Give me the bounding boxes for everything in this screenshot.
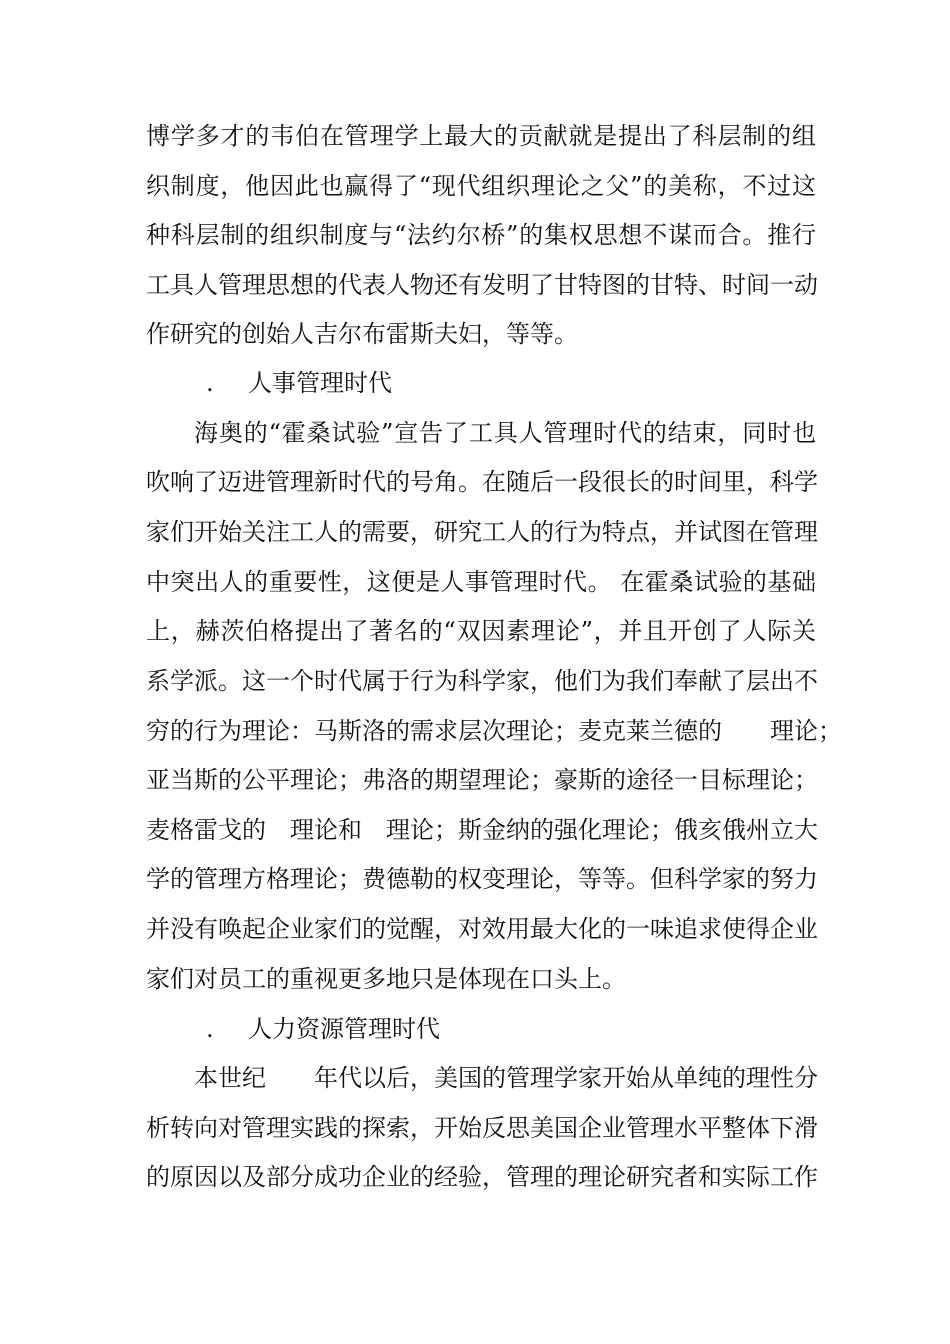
paragraph-line: 家们开始关注工人的需要，研究工人的行为特点，并试图在管理 — [146, 518, 818, 546]
paragraph-line: 中突出人的重要性，这便是人事管理时代。 在霍桑试验的基础 — [146, 568, 816, 596]
paragraph-line: 学的管理方格理论；费德勒的权变理论，等等。但科学家的努力 — [146, 865, 818, 893]
paragraph-line: 本世纪 年代以后，美国的管理学家开始从单纯的理性分 — [194, 1064, 818, 1092]
paragraph-line: 博学多才的韦伯在管理学上最大的贡献就是提出了科层制的组 — [146, 122, 816, 150]
paragraph-line: 吹响了迈进管理新时代的号角。在随后一段很长的时间里，科学 — [146, 468, 818, 496]
paragraph-line: 析转向对管理实践的探索，开始反思美国企业管理水平整体下滑 — [146, 1114, 818, 1142]
paragraph-line: 麦格雷戈的 理论和 理论；斯金纳的强化理论；俄亥俄州立大 — [146, 816, 818, 844]
paragraph-line: 家们对员工的重视更多地只是体现在口头上。 — [146, 965, 626, 993]
paragraph-line: 并没有唤起企业家们的觉醒，对效用最大化的一味追求使得企业 — [146, 915, 818, 943]
paragraph-line: 的原因以及部分成功企业的经验，管理的理论研究者和实际工作 — [146, 1163, 818, 1191]
paragraph-line: 系学派。这一个时代属于行为科学家，他们为我们奉献了层出不 — [146, 667, 818, 695]
paragraph-line: 作研究的创始人吉尔布雷斯夫妇，等等。 — [146, 320, 578, 348]
section-heading: 人力资源管理时代 — [248, 1015, 440, 1043]
heading-marker: . — [206, 369, 214, 397]
paragraph-line: 织制度，他因此也赢得了“现代组织理论之父”的美称，不过这 — [146, 172, 816, 200]
paragraph-line: 上，赫茨伯格提出了著名的“双因素理论”，并且开创了人际关 — [146, 617, 816, 645]
paragraph-line: 亚当斯的公平理论；弗洛的期望理论；豪斯的途径一目标理论； — [146, 766, 818, 794]
section-heading: 人事管理时代 — [248, 369, 392, 397]
heading-marker: . — [206, 1015, 214, 1043]
paragraph-line: 穷的行为理论：马斯洛的需求层次理论；麦克莱兰德的 理论； — [146, 717, 842, 745]
paragraph-line: 海奥的“霍桑试验”宣告了工具人管理时代的结束，同时也 — [194, 419, 816, 447]
paragraph-line: 工具人管理思想的代表人物还有发明了甘特图的甘特、时间一动 — [146, 271, 818, 299]
paragraph-line: 种科层制的组织制度与“法约尔桥”的集权思想不谋而合。推行 — [146, 221, 816, 249]
